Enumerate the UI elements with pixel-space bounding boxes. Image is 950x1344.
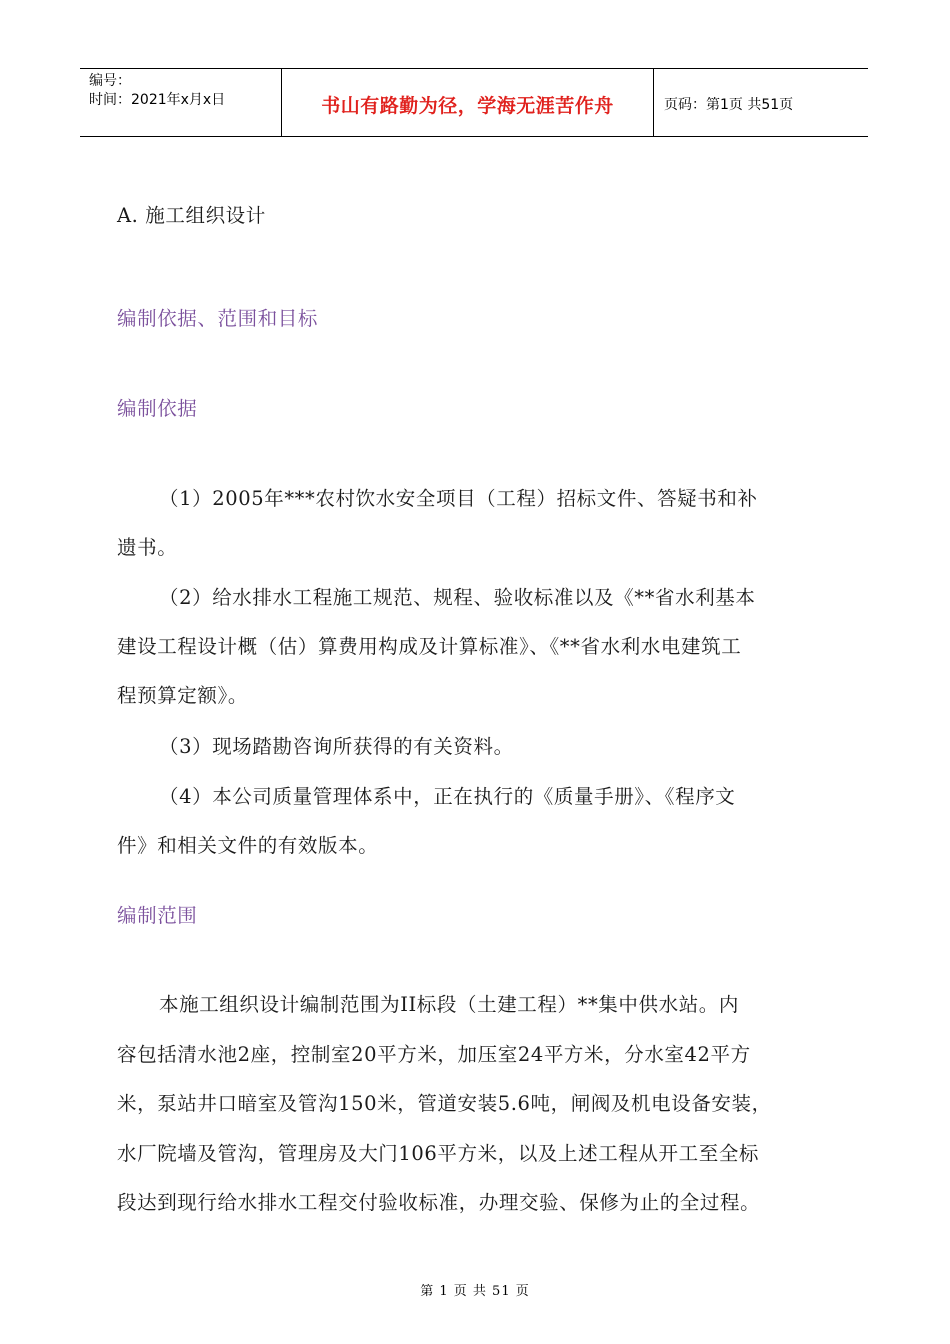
- document-number-label: 编号：: [89, 73, 131, 89]
- basis-item-1-line-2: 遗书。: [117, 536, 178, 559]
- basis-heading: 编制依据: [117, 397, 198, 420]
- basis-item-3-line-1: （3）现场踏勘咨询所获得的有关资料。: [159, 735, 514, 758]
- header-page-number: 页码：第1页 共51页: [664, 96, 794, 113]
- scope-paragraph-line-1: 本施工组织设计编制范围为II标段（土建工程）**集中供水站。内: [159, 993, 740, 1016]
- page-header: [80, 68, 868, 137]
- scope-paragraph-line-5: 段达到现行给水排水工程交付验收标准，办理交验、保修为止的全过程。: [117, 1191, 761, 1214]
- basis-item-2-line-2: 建设工程设计概（估）算费用构成及计算标准》、《**省水利水电建筑工: [117, 635, 742, 658]
- basis-item-1-line-1: （1）2005年***农村饮水安全项目（工程）招标文件、答疑书和补: [159, 487, 758, 510]
- page-footer: 第 1 页 共 51 页: [420, 1284, 530, 1299]
- header-meta: [80, 69, 282, 136]
- scope-paragraph-line-2: 容包括清水池2座，控制室20平方米，加压室24平方米，分水室42平方: [117, 1043, 751, 1066]
- scope-paragraph-line-3: 米，泵站井口暗室及管沟150米，管道安装5.6吨，闸阀及机电设备安装，: [117, 1092, 772, 1115]
- basis-item-4-line-1: （4）本公司质量管理体系中，正在执行的《质量手册》、《程序文: [159, 785, 736, 808]
- document-title: A. 施工组织设计: [117, 204, 266, 227]
- header-motto: 书山有路勤为径，学海无涯苦作舟: [282, 69, 654, 136]
- scope-paragraph-line-4: 水厂院墙及管沟，管理房及大门106平方米，以及上述工程从开工至全标: [117, 1142, 760, 1165]
- section-heading: 编制依据、范围和目标: [117, 307, 319, 330]
- basis-item-4-line-2: 件》和相关文件的有效版本。: [117, 834, 379, 857]
- basis-item-2-line-3: 程预算定额》。: [117, 684, 248, 707]
- document-time-label: 时间：2021年x月x日: [89, 92, 226, 108]
- basis-item-2-line-1: （2）给水排水工程施工规范、规程、验收标准以及《**省水利基本: [159, 586, 756, 609]
- scope-heading: 编制范围: [117, 904, 198, 927]
